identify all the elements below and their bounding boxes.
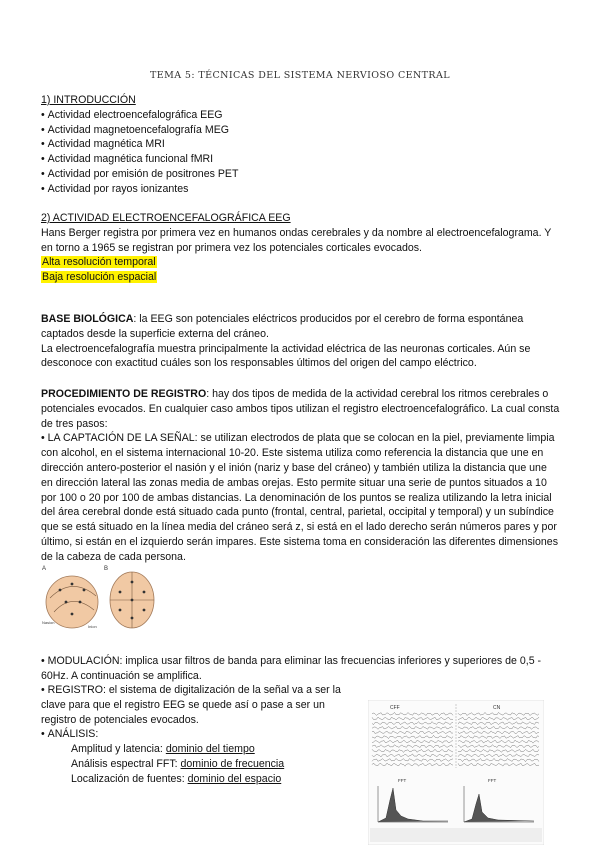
- domain-link-time: dominio del tiempo: [165, 743, 255, 756]
- highlight-temporal: Alta resolución temporal: [42, 256, 156, 269]
- captacion-item: • LA CAPTACIÓN DE LA SEÑAL: se utilizan electrodos de plata que se colocan en la piel, previamente limpia con alcohol, en el sistema internacional 10-20. Este sistema utiliza como referencia la distancia que une en dirección antero-posterior el nasión y el inión (nariz y base del cráneo) y también utiliza la distancia que une en dirección lateral las zonas media de ambas orejas. Esto permite situar una serie de puntos situados a 10 por 100 o 20 por 100 de ambas distancias. La denominación de los puntos se realiza utilizando la letra inicial del área cerebral donde está situado cada punto (frontal, central, parietal, occipital y temporal) y un subíndice que se está situado en la línea media del cráneo será z, si está en el lado derecho serán números pares y por último, si están en el izquierdo serán impares. Este sistema toma en consideración las diferentes dimensiones de la cabeza de cada persona.: [41, 431, 561, 564]
- domain-link-space: dominio del espacio: [187, 772, 282, 785]
- intro-section: [41, 93, 561, 197]
- figure-label-a: A: [42, 566, 47, 572]
- figure-caption-block: [370, 828, 542, 842]
- list-item: • Actividad magnetoencefalografía MEG: [41, 123, 561, 138]
- procedimiento-section: [41, 387, 561, 565]
- electrode-diagram: [40, 562, 160, 634]
- list-item: • Actividad por emisión de positrones PET: [41, 167, 561, 182]
- fft-left-label: FFT: [398, 778, 407, 783]
- base-biologica-section: [41, 312, 561, 371]
- proc-label: PROCEDIMIENTO DE REGISTRO: [41, 388, 207, 400]
- analysis-list: [41, 742, 341, 786]
- registro-item: • REGISTRO: el sistema de digitalización de la señal va a ser la clave para que el registro EEG se quede así o pase a ser un registro de potenciales evocados.: [41, 683, 341, 727]
- registro-section: [41, 683, 341, 787]
- proc-text: : hay dos tipos de medida de la actividad cerebral los ritmos cerebrales o potenciales evocados. En cualquier caso ambos tipos utilizan el registro electroencefalográfico. La cual consta de tres pasos:: [41, 388, 560, 430]
- figure-label-b: B: [104, 566, 109, 572]
- fft-right-label: FFT: [488, 778, 497, 783]
- inion-label: Inion: [88, 624, 97, 629]
- eeg-paragraph: Hans Berger registra por primera vez en humanos ondas cerebrales y da nombre al electroencefalograma. Y en torno a 1965 se registran por primera vez los potenciales corticales evocados.: [41, 226, 552, 254]
- analisis-item: • ANÁLISIS:: [41, 727, 341, 742]
- intro-list: [41, 108, 561, 197]
- modulacion-section: [41, 654, 561, 684]
- analysis-row: Localización de fuentes: dominio del espacio: [71, 772, 282, 785]
- list-item: • Actividad por rayos ionizantes: [41, 182, 561, 197]
- base-text: : la EEG son potenciales eléctricos producidos por el cerebro de forma espontánea captados desde la superficie externa del cráneo.: [41, 313, 524, 340]
- intro-heading: 1) INTRODUCCIÓN: [41, 94, 136, 106]
- analysis-row: Análisis espectral FFT: dominio de frecuencia: [71, 757, 285, 770]
- base-paragraph-2: La electroencefalografía muestra principalmente la actividad eléctrica de las neuronas corticales. Aún se desconoce con exactitud cuáles son los responsables últimos del origen del campo eléctrico.: [41, 342, 531, 370]
- list-item: • Actividad magnética MRI: [41, 137, 561, 152]
- trace-right-label: CN: [493, 705, 501, 711]
- page-title: TEMA 5: TÉCNICAS DEL SISTEMA NERVIOSO CENTRAL: [150, 70, 450, 81]
- list-item: • Actividad magnética funcional fMRI: [41, 152, 561, 167]
- highlight-spatial: Baja resolución espacial: [42, 271, 157, 284]
- modulacion-item: • MODULACIÓN: implica usar filtros de banda para eliminar las frecuencias inferiores y superiores de 0,5 - 60Hz. A continuación se amplifica.: [41, 654, 561, 684]
- list-item: • Actividad electroencefalográfica EEG: [41, 108, 561, 123]
- trace-left-label: CFF: [390, 705, 400, 711]
- eeg-trace-figure: [368, 700, 544, 845]
- nasion-label: Nasion: [42, 620, 55, 625]
- domain-link-frequency: dominio de frecuencia: [180, 757, 285, 770]
- proc-paragraph: [41, 387, 561, 431]
- base-paragraph: [41, 312, 561, 342]
- eeg-section: [41, 211, 561, 285]
- analysis-row: Amplitud y latencia: dominio del tiempo: [71, 743, 255, 756]
- base-label: BASE BIOLÓGICA: [41, 313, 134, 325]
- eeg-heading: 2) ACTIVIDAD ELECTROENCEFALOGRÁFICA EEG: [41, 212, 291, 224]
